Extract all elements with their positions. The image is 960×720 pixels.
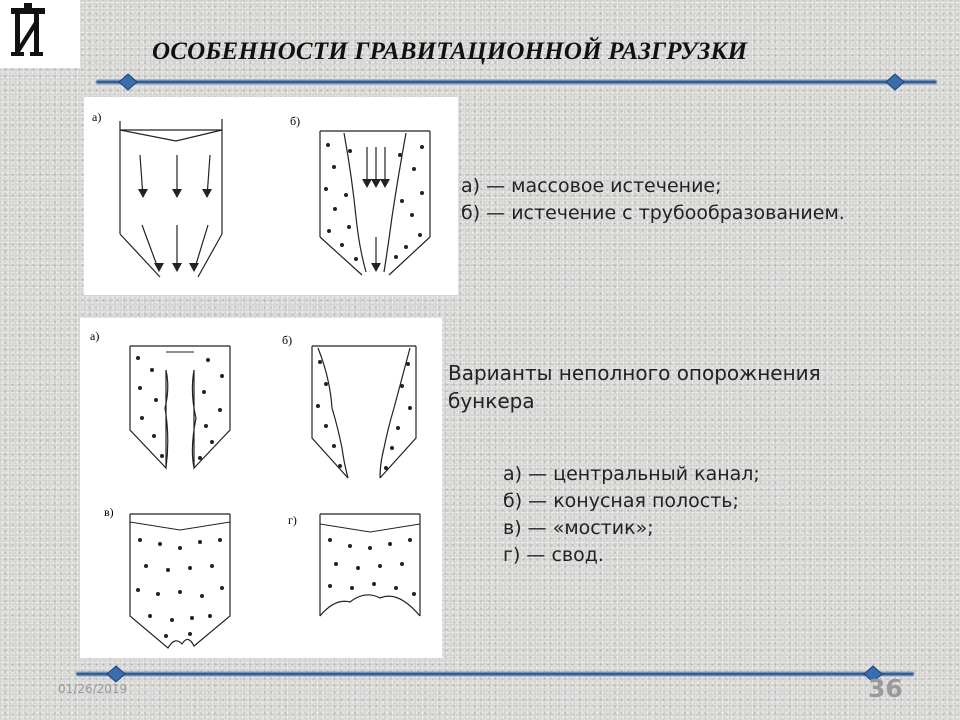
hopper-a [120,119,222,277]
hopper-cone-cavity [312,346,416,478]
slide-number: 36 [868,674,903,703]
diamond-icon [107,666,125,682]
label-a: а) [90,329,100,343]
hopper-b [320,131,430,275]
legend-arch: г) — свод. [503,544,604,566]
hopper-flow-diagram [84,97,458,295]
label-c: в) [104,505,114,519]
diamond-icon [119,74,137,90]
legend-funnel-flow: б) — истечение с трубообразованием. [461,202,845,224]
flow-legend [461,173,845,227]
label-d: г) [288,513,297,527]
incomplete-emptying-heading: Варианты неполного опорожнения бункера [448,361,821,413]
particles-b [324,143,424,261]
legend-central-channel: а) — центральный канал; [503,463,760,485]
hopper-bridge [130,514,230,648]
legend-cone-cavity: б) — конусная полость; [503,490,739,512]
hopper-arch [320,514,420,616]
label-b: б) [282,333,293,347]
legend-bridge: в) — «мостик»; [503,517,654,539]
bottom-rule [78,666,912,682]
hopper-central-channel [130,346,230,468]
figure-flow-patterns [84,97,458,295]
label-b: б) [290,114,301,128]
arrows-a [138,189,212,272]
arrows-b [362,147,390,272]
slide-date: 01/26/2019 [58,682,128,696]
variants-legend [503,461,760,569]
page-title: ОСОБЕННОСТИ ГРАВИТАЦИОННОЙ РАЗГРУЗКИ [152,38,748,65]
diamond-icon [886,74,904,90]
label-a: а) [92,110,102,124]
hopper-variants-diagram [80,318,442,658]
figure-incomplete-emptying [80,318,442,658]
legend-mass-flow: а) — массовое истечение; [461,175,722,197]
top-rule [98,74,935,90]
